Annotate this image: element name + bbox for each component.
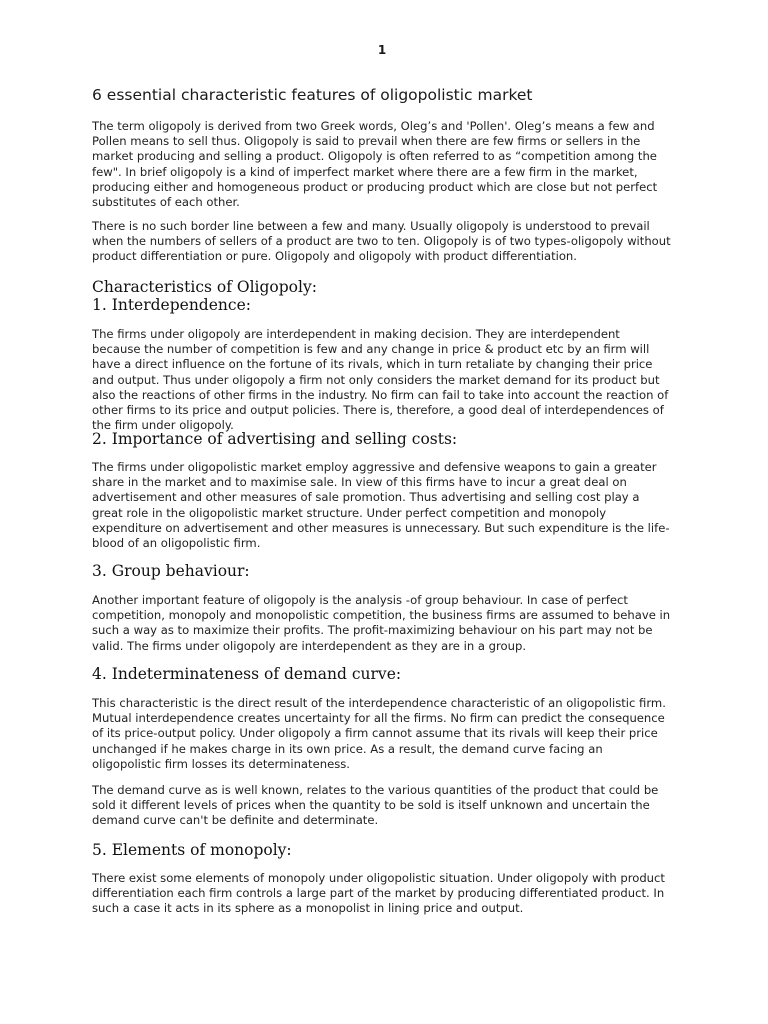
section-1-heading: 1. Interdependence: [92, 296, 251, 314]
section-1-paragraph: The firms under oligopoly are interdependent in making decision. They are interdependent because the number of competition is few and any change in price & product etc by an firm will have a direct influence on the fortune of its rivals, which in turn retaliate by changing their price and output. Thus under oligopoly a firm not only considers the market demand for its product but also the reactions of other firms in the industry. No firm can fail to take into account the reaction of other firms to its price and output policies. There is, therefore, a good deal of interdependences of the firm under oligopoly. [92, 327, 669, 433]
section-3-paragraph: Another important feature of oligopoly is the analysis -of group behaviour. In case of perfect competition, monopoly and monopolistic competition, the business firms are assumed to behave in such a way as to maximize their profits. The profit-maximizing behaviour on his part may not be valid. The firms under oligopoly are interdependent as they are in a group. [92, 593, 671, 653]
section-4-paragraph-1: This characteristic is the direct result of the interdependence characteristic of an oligopolistic firm. Mutual interdependence creates uncertainty for all the firms. No firm can predict the consequence of its price-output policy. Under oligopoly a firm cannot assume that its rivals will keep their price unchanged if he makes charge in its own price. As a result, the demand curve facing an oligopolistic firm losses its determinateness. [92, 696, 666, 771]
page-number: 1 [377, 43, 387, 57]
document-title: 6 essential characteristic features of oligopolistic market [92, 86, 533, 104]
intro-paragraph-1: The term oligopoly is derived from two Greek words, Oleg’s and 'Pollen'. Oleg’s means a few and Pollen means to sell thus. Oligopoly is said to prevail when there are few firms or sellers in the market producing and selling a product. Oligopoly is often referred to as “competition among the few". In brief oligopoly is a kind of imperfect market where there are a few firm in the market, producing either and homogeneous product or producing product which are close but not perfect substitutes of each other. [92, 119, 658, 210]
characteristics-heading-block [92, 278, 317, 314]
section-5-heading: 5. Elements of monopoly: [92, 841, 292, 859]
section-4-heading: 4. Indeterminateness of demand curve: [92, 665, 402, 683]
section-4-paragraph-2: The demand curve as is well known, relates to the various quantities of the product that could be sold it different levels of prices when the quantity to be sold is itself unknown and uncertain the demand curve can't be definite and determinate. [92, 783, 659, 828]
section-2-paragraph: The firms under oligopolistic market employ aggressive and defensive weapons to gain a greater share in the market and to maximise sale. In view of this firms have to incur a great deal on advertisement and other measures of sale promotion. Thus advertising and selling cost play a great role in the oligopolistic market structure. Under perfect competition and monopoly expenditure on advertisement and other measures is unnecessary. But such expenditure is the life-blood of an oligopolistic firm. [92, 460, 670, 551]
intro-paragraph-2: There is no such border line between a few and many. Usually oligopoly is understood to prevail when the numbers of sellers of a product are two to ten. Oligopoly is of two types-oligopoly without product differentiation or pure. Oligopoly and oligopoly with product differentiation. [92, 219, 671, 264]
section-2-heading: 2. Importance of advertising and selling costs: [92, 430, 458, 448]
section-5-paragraph: There exist some elements of monopoly under oligopolistic situation. Under oligopoly with product differentiation each firm controls a large part of the market by producing differentiated product. In such a case it acts in its sphere as a monopolist in lining price and output. [92, 871, 665, 916]
section-3-heading: 3. Group behaviour: [92, 562, 250, 580]
characteristics-heading: Characteristics of Oligopoly: [92, 278, 317, 296]
